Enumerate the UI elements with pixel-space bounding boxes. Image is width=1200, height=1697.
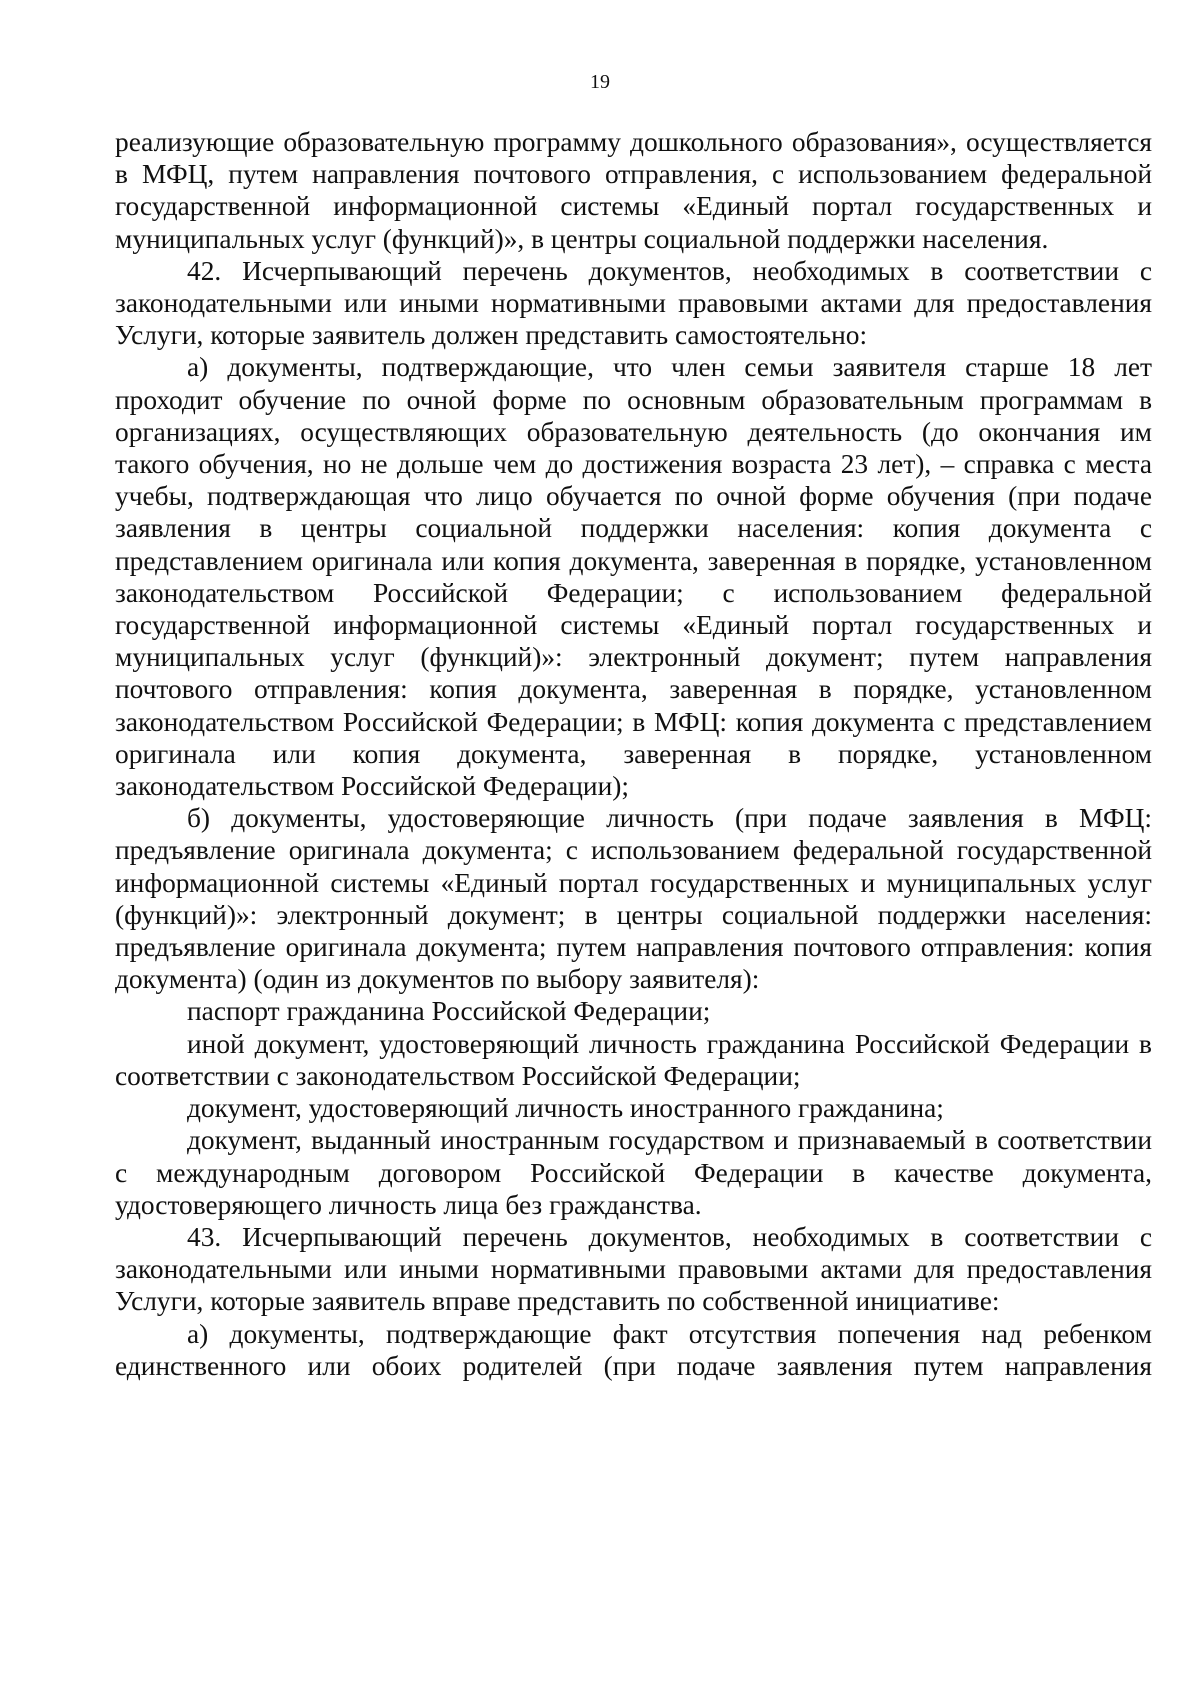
paragraph: документ, удостоверяющий личность иностранного гражданина; (187, 1093, 944, 1124)
paragraph: иной документ, удостоверяющий личность гражданина Российской Федерации в соответствии с законодательством Российской Федерации; (115, 1028, 1152, 1091)
paragraph: паспорт гражданина Российской Федерации; (187, 996, 711, 1027)
page-number: 19 (590, 71, 610, 93)
paragraph: а) документы, подтверждающие факт отсутствия попечения над ребенком единственного или обоих родителей (при подаче заявления путем направления (115, 1318, 1152, 1381)
paragraph: 42. Исчерпывающий перечень документов, необходимых в соответствии с законодательными или иными нормативными правовыми актами для предоставления Услуги, которые заявитель должен представить самостоятельно: (115, 255, 1152, 351)
paragraph: реализующие образовательную программу дошкольного образования», осуществляется в МФЦ, путем направления почтового отправления, с использованием федеральной государственной информационной системы «Единый портал государственных и муниципальных услуг (функций)», в центры социальной поддержки населения. (115, 127, 1152, 254)
paragraph: а) документы, подтверждающие, что член семьи заявителя старше 18 лет проходит обучение по очной форме по основным образовательным программам в организациях, осуществляющих образовательную деятельность (до окончания им такого обучения, но не дольше чем до достижения возраста 23 лет), – справка с места учебы, подтверждающая что лицо обучается по очной форме обучения (при подаче заявления в центры социальной поддержки населения: копия документа с представлением оригинала или копия документа, заверенная в порядке, установленном законодательством Российской Федерации; с использованием федеральной государственной информационной системы «Единый портал государственных и муниципальных услуг (функций)»: электронный документ; путем направления почтового отправления: копия документа, заверенная в порядке, установленном законодательством Российской Федерации; в МФЦ: копия документа с представлением оригинала или копия документа, заверенная в порядке, установленном законодательством Российской Федерации); (115, 352, 1152, 802)
paragraph: документ, выданный иностранным государством и признаваемый в соответствии с международным договором Российской Федерации в качестве документа, удостоверяющего личность лица без гражданства. (115, 1125, 1152, 1220)
document-body (115, 126, 1152, 1382)
paragraph: 43. Исчерпывающий перечень документов, необходимых в соответствии с законодательными или иными нормативными правовыми актами для предоставления Услуги, которые заявитель вправе представить по собственной инициативе: (115, 1221, 1152, 1317)
paragraph: б) документы, удостоверяющие личность (при подаче заявления в МФЦ: предъявление оригинала документа; с использованием федеральной государственной информационной системы «Единый портал государственных и муниципальных услуг (функций)»: электронный документ; в центры социальной поддержки населения: предъявление оригинала документа; путем направления почтового отправления: копия документа) (один из документов по выбору заявителя): (115, 803, 1152, 995)
